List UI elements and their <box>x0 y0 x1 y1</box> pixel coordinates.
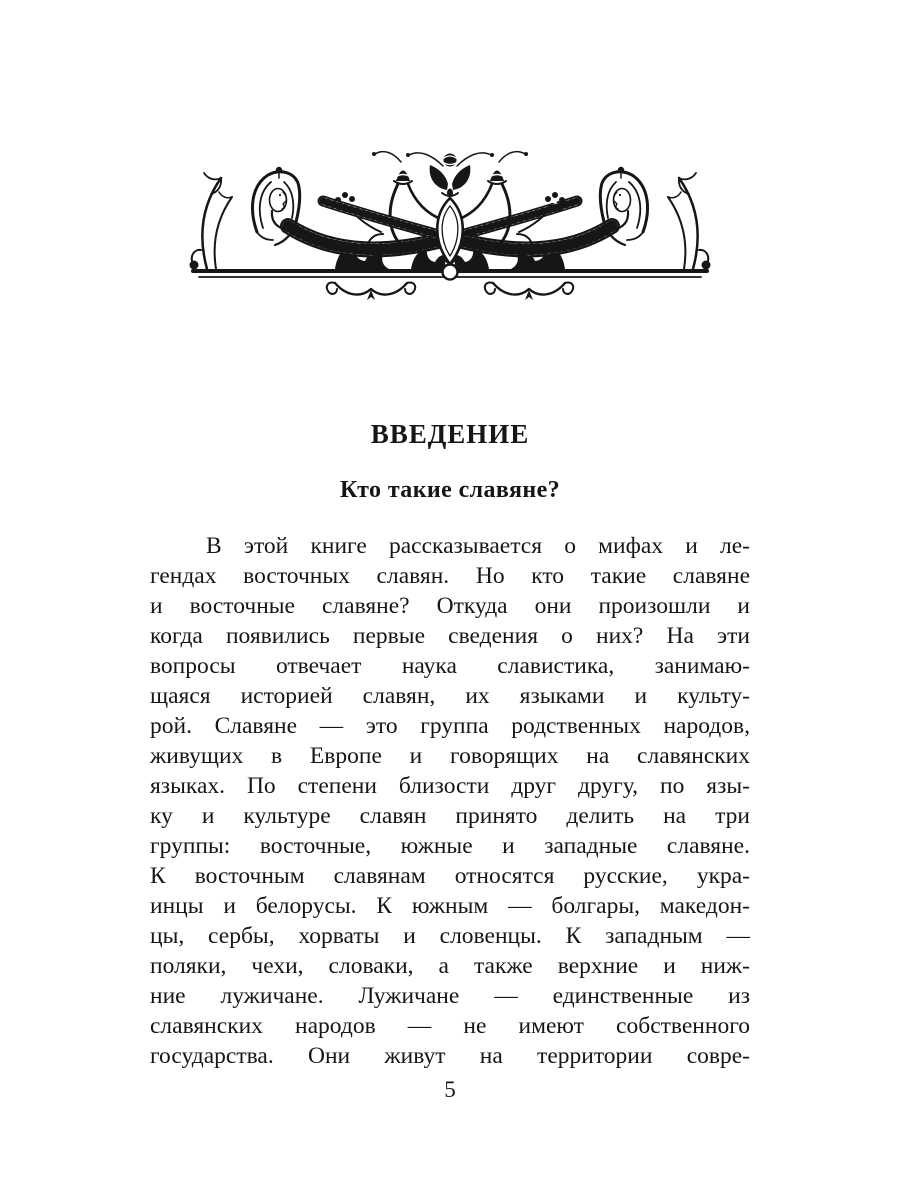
text-line: щаяся историей славян, их языками и культу- <box>150 683 750 709</box>
text-line: В этой книге рассказывается о мифах и ле- <box>206 533 750 559</box>
page-number: 5 <box>444 1077 456 1102</box>
text-line: языках. По степени близости друг другу, по язы- <box>150 773 750 799</box>
chapter-title: ВВЕДЕНИЕ <box>370 419 530 449</box>
header-ornament-vignette <box>185 148 715 302</box>
text-line: и восточные славяне? Откуда они произошли и <box>150 593 750 619</box>
text-line: славянских народов — не имеют собственного <box>150 1013 750 1039</box>
text-line: государства. Они живут на территории совре- <box>150 1043 750 1069</box>
text-line: ние лужичане. Лужичане — единственные из <box>150 983 750 1009</box>
text-line: живущих в Европе и говорящих на славянских <box>150 743 750 769</box>
text-line: когда появились первые сведения о них? На эти <box>150 623 750 649</box>
text-line: гендах восточных славян. Но кто такие славяне <box>150 563 750 589</box>
text-line: цы, сербы, хорваты и словенцы. К западным — <box>150 923 750 949</box>
body-paragraph <box>150 531 750 1071</box>
text-line: вопросы отвечает наука славистика, занимаю- <box>150 653 750 679</box>
text-line: инцы и белорусы. К южным — болгары, македон- <box>150 893 750 919</box>
text-line: рой. Славяне — это группа родственных народов, <box>150 713 750 739</box>
text-line: группы: восточные, южные и западные славяне. <box>150 833 750 859</box>
text-line: ку и культуре славян принято делить на три <box>150 803 750 829</box>
text-line: поляки, чехи, словаки, а также верхние и ниж- <box>150 953 750 979</box>
section-subtitle: Кто такие славяне? <box>339 477 561 503</box>
text-line: К восточным славянам относятся русские, укра- <box>150 863 750 889</box>
